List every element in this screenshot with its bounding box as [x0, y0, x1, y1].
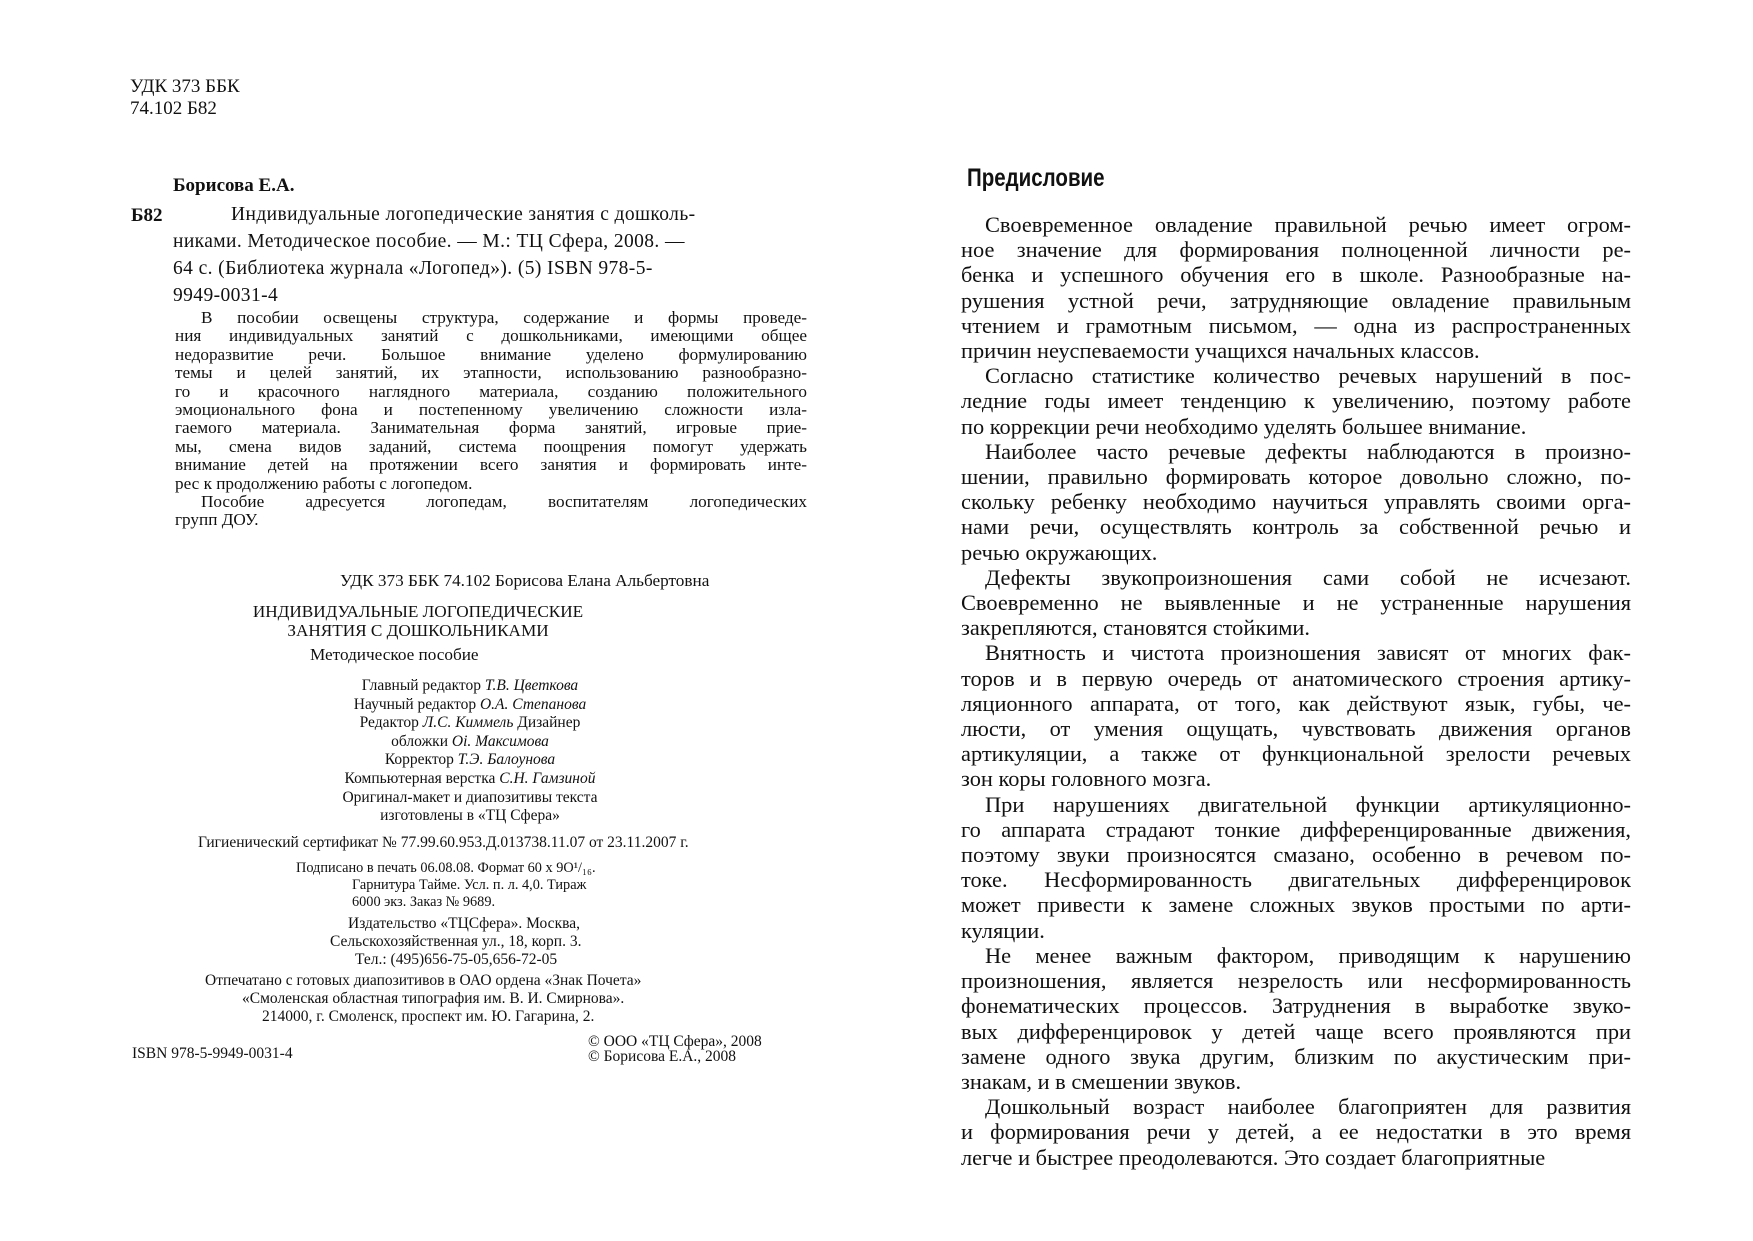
preface-line: бенка и успешного обучения его в школе. Разнообразные на-: [961, 262, 1631, 288]
abstract-line: внимание детей на протяжении всего занятия и формировать инте-: [175, 455, 807, 475]
print-line: Гарнитура Тайме. Усл. п. л. 4,0. Тираж: [352, 877, 587, 893]
abstract-line: рес к продолжению работы с логопедом.: [175, 473, 473, 493]
credit-role: Оригинал-макет и диапозитивы текста: [342, 788, 598, 806]
abstract-paragraph: [175, 493, 807, 530]
preface-body: [961, 212, 1631, 1170]
publisher-line: Издательство «ТЦСфера». Москва,: [348, 915, 580, 932]
preface-line: речью окружающих.: [961, 539, 1158, 565]
abstract-line: недоразвитие речи. Большое внимание уделено формулированию: [175, 344, 807, 364]
preface-line: по коррекции речи необходимо уделять большее внимание.: [961, 413, 1527, 439]
preface-line: Наиболее часто речевые дефекты наблюдаются в произно-: [985, 438, 1631, 464]
credit-role: Редактор: [359, 714, 423, 732]
credit-line: [300, 751, 640, 770]
credit-line: [300, 714, 640, 733]
preface-line: произношения, является незрелость или несформированность: [961, 968, 1631, 994]
preface-line: и формирования речи у детей, а ее недостатки в это время: [961, 1119, 1631, 1145]
preface-paragraph: [961, 640, 1631, 791]
udk-line-1: УДК 373 ББК: [130, 76, 240, 97]
abstract-line: групп ДОУ.: [175, 510, 259, 530]
preface-line: причин неуспеваемости учащихся начальных классов.: [961, 338, 1480, 364]
abstract-paragraph: [175, 309, 807, 493]
publisher-line: Сельскохозяйственная ул., 18, корп. 3.: [330, 933, 582, 950]
biblio-line: никами. Методическое пособие. — М.: ТЦ Сфера, 2008. —: [173, 231, 685, 252]
credit-name: Т.Э. Балоунова: [457, 751, 556, 769]
credit-name: Оі. Максимова: [451, 732, 549, 750]
preface-line: может привести к замене сложных звуков простыми по арти-: [961, 892, 1631, 918]
preface-line: замене одного звука другим, близким по акустическим при-: [961, 1043, 1631, 1069]
credit-line: [300, 677, 640, 696]
left-page-imprint: [0, 0, 876, 1241]
preface-line: Внятность и чистота произношения зависят от многих фак-: [985, 640, 1631, 666]
credit-role: Главный редактор: [361, 677, 485, 694]
book-title-line: ИНДИВИДУАЛЬНЫЕ ЛОГОПЕДИЧЕСКИЕ: [252, 602, 584, 621]
preface-line: торов и в первую очередь от анатомического строения артику-: [961, 665, 1631, 691]
biblio-line: Индивидуальные логопедические занятия с дошколь-: [231, 204, 696, 225]
preface-line: Своевременно не выявленные и не устраненные нарушения: [961, 590, 1631, 616]
credit-name: Т.В. Цветкова: [484, 677, 579, 694]
biblio-line: 64 с. (Библиотека журнала «Логопед»). (5) ISBN 978-5-: [173, 258, 653, 279]
biblio-line: 9949-0031-4: [173, 285, 279, 306]
credit-line: [300, 696, 640, 715]
preface-line: токе. Несформированность двигательных дифференцировок: [961, 867, 1631, 893]
book-title: [208, 602, 628, 640]
credits-block: [300, 677, 640, 826]
book-subtitle: Методическое пособие: [310, 645, 479, 664]
credit-name: О.А. Степанова: [479, 695, 587, 713]
print-line: Подписано в печать 06.08.08. Формат 60 x 9О¹/₁₆.: [296, 860, 596, 876]
preface-line: Дефекты звукопроизношения сами собой не исчезают.: [985, 564, 1631, 590]
printer-line: 214000, г. Смоленск, проспект им. Ю. Гагарина, 2.: [262, 1008, 595, 1025]
preface-line: го аппарата страдают тонкие дифференцированные движения,: [961, 816, 1631, 842]
copyright-line: © Борисова Е.А., 2008: [588, 1048, 737, 1065]
preface-line: ляционного аппарата, от того, как действуют язык, губы, че-: [961, 690, 1631, 716]
preface-line: Согласно статистике количество речевых нарушений в пос-: [985, 363, 1631, 389]
credit-name: Л.С. Киммель: [422, 714, 514, 732]
hygiene-certificate: Гигиенический сертификат № 77.99.60.953.Д.013738.11.07 от 23.11.2007 г.: [198, 834, 689, 851]
isbn: ISBN 978-5-9949-0031-4: [132, 1045, 293, 1062]
abstract-line: темы и целей занятий, их этапности, использованию разнообразно-: [175, 363, 807, 383]
copyright-line: © ООО «ТЦ Сфера», 2008: [588, 1033, 762, 1050]
preface-paragraph: [961, 439, 1631, 565]
preface-paragraph: [961, 212, 1631, 363]
abstract-line: ния индивидуальных занятий с дошкольниками, имеющими общее: [175, 326, 807, 346]
preface-line: чтением и грамотным письмом, — одна из распространенных: [961, 312, 1631, 338]
preface-line: поэтому звуки произносятся смазано, особенно в речевом по-: [961, 842, 1631, 868]
preface-line: Не менее важным фактором, приводящим к нарушению: [985, 942, 1631, 968]
preface-line: ледние годы имеет тенденцию к увеличению, поэтому работе: [961, 388, 1631, 414]
preface-line: фонематических процессов. Затруднения в выработке звуко-: [961, 993, 1631, 1019]
credit-line: [300, 733, 640, 752]
preface-line: При нарушениях двигательной функции артикуляционно-: [985, 791, 1631, 817]
credit-role: изготовлены в «ТЦ Сфера»: [380, 807, 560, 825]
preface-line: закрепляются, становятся стойкими.: [961, 615, 1310, 641]
preface-line: артикуляции, а также от функциональной зрелости речевых: [961, 741, 1631, 767]
preface-line: рушения устной речи, затрудняющие овладение правильным: [961, 287, 1631, 313]
preface-line: зон коры головного мозга.: [961, 766, 1212, 792]
preface-line: шении, правильно формировать которое довольно сложно, по-: [961, 464, 1631, 490]
library-code: Б82: [131, 205, 163, 226]
credit-role: Компьютерная верстка: [344, 769, 500, 787]
preface-paragraph: [961, 943, 1631, 1094]
preface-heading: Предисловие: [967, 164, 1105, 192]
credit-role: Научный редактор: [353, 695, 480, 713]
preface-line: куляции.: [961, 917, 1045, 943]
credit-role: Корректор: [384, 751, 458, 769]
book-title-line: ЗАНЯТИЯ С ДОШКОЛЬНИКАМИ: [287, 621, 549, 640]
preface-line: вых дифференцировок у детей чаще всего проявляются при: [961, 1018, 1631, 1044]
preface-line: Дошкольный возраст наиболее благоприятен для развития: [985, 1094, 1631, 1120]
author-name: Борисова Е.А.: [173, 175, 295, 196]
preface-paragraph: [961, 565, 1631, 641]
credit-line: [300, 770, 640, 789]
abstract-line: эмоционального фона и постепенному увеличению сложности изла-: [175, 400, 807, 420]
preface-paragraph: [961, 792, 1631, 943]
credit-after: Дизайнер: [513, 714, 581, 732]
preface-line: нами речи, осуществлять контроль за собственной речью и: [961, 514, 1631, 540]
abstract-line: Пособие адресуется логопедам, воспитателям логопедических: [201, 492, 807, 512]
credit-role: обложки: [391, 732, 452, 750]
preface-line: люсти, от умения ощущать, чувствовать движения органов: [961, 716, 1631, 742]
preface-paragraph: [961, 363, 1631, 439]
imprint-udk: УДК 373 ББК 74.102 Борисова Елана Альбертовна: [340, 571, 710, 590]
credit-line: [300, 789, 640, 808]
abstract: [175, 309, 807, 530]
preface-line: скольку ребенку необходимо научиться управлять своими орга-: [961, 489, 1631, 515]
preface-line: ное значение для формирования полноценной личности ре-: [961, 237, 1631, 263]
credit-line: [300, 807, 640, 826]
preface-line: знакам, и в смешении звуков.: [961, 1068, 1242, 1094]
abstract-line: го и красочного наглядного материала, созданию положительного: [175, 381, 807, 401]
abstract-line: В пособии освещены структура, содержание и формы проведе-: [201, 308, 807, 327]
abstract-line: гаемого материала. Занимательная форма занятий, игровые прие-: [175, 418, 807, 438]
publisher-line: Тел.: (495)656-75-05,656-72-05: [355, 951, 558, 968]
printer-line: Отпечатано с готовых диапозитивов в ОАО ордена «Знак Почета»: [205, 972, 642, 989]
abstract-line: мы, смена видов заданий, система поощрения помогут удержать: [175, 436, 807, 456]
printer-line: «Смоленская областная типография им. В. И. Смирнова».: [242, 990, 625, 1007]
credit-name: С.Н. Гамзиной: [499, 769, 596, 787]
udk-line-2: 74.102 Б82: [130, 98, 217, 119]
preface-line: Своевременное овладение правильной речью имеет огром-: [985, 212, 1631, 237]
preface-line: легче и быстрее преодолеваются. Это создает благоприятные: [961, 1144, 1546, 1170]
print-line: 6000 экз. Заказ № 9689.: [352, 894, 496, 910]
preface-paragraph: [961, 1094, 1631, 1170]
